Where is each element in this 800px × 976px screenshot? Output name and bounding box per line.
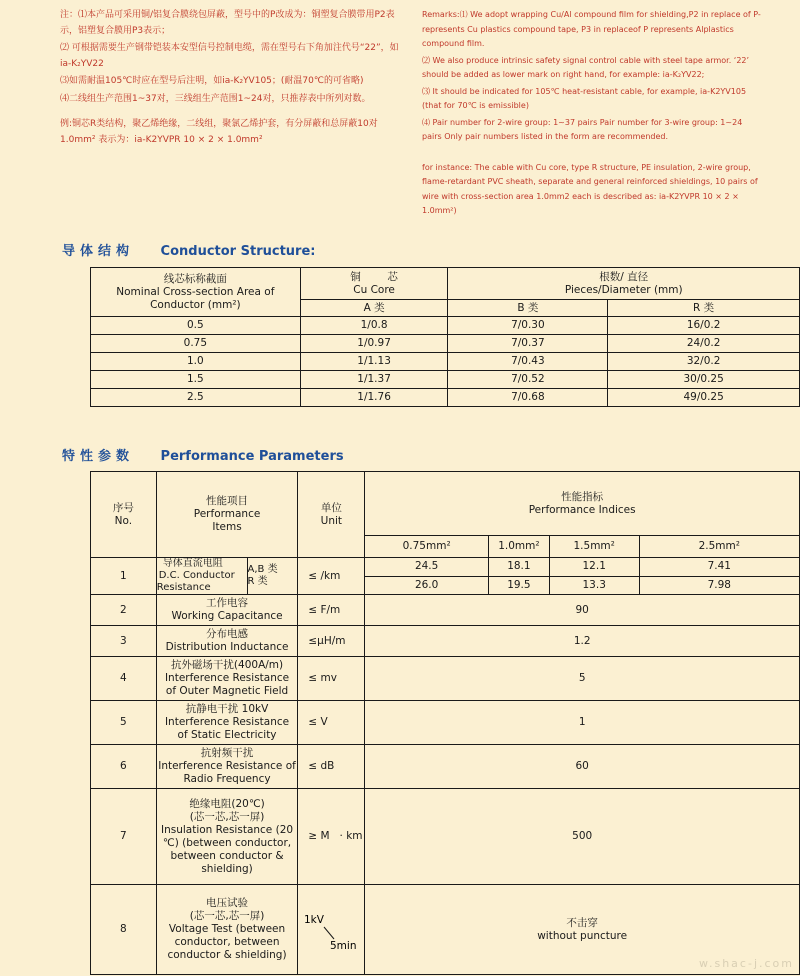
perf-val: 500 bbox=[365, 789, 800, 885]
cond-b: 7/0.43 bbox=[448, 353, 608, 371]
table-row bbox=[91, 657, 800, 701]
cond-header-nominal-cn: 线芯标称截面 bbox=[163, 272, 227, 285]
perf-no: 5 bbox=[91, 701, 157, 745]
cond-r: 24/0.2 bbox=[608, 335, 800, 353]
table-row bbox=[91, 317, 800, 335]
perf-size-075: 0.75mm² bbox=[365, 536, 489, 558]
perf-item-cn: 分布电感 bbox=[206, 628, 249, 640]
cond-area: 0.5 bbox=[91, 317, 301, 335]
perf-unit: ≤μH/m bbox=[298, 626, 365, 657]
perf-header-unit bbox=[298, 472, 365, 558]
perf-val: 1 bbox=[365, 701, 800, 745]
perf-item-resistance bbox=[156, 558, 247, 595]
note-cn-3: ⑶如需耐温105℃时应在型号后注明，如ia-K₂YV105；(耐温70℃的可省略) bbox=[60, 76, 364, 86]
cond-b: 7/0.52 bbox=[448, 371, 608, 389]
perf-item-en1: Distribution Inductance bbox=[165, 641, 289, 653]
perf-val: 24.5 bbox=[365, 558, 489, 577]
cond-header-nominal-en1: Nominal Cross-section Area of bbox=[116, 285, 275, 298]
perf-header-indices-en: Performance Indices bbox=[528, 503, 636, 516]
perf-item-cn: 抗外磁场干扰(400A/m) bbox=[170, 659, 284, 671]
perf-unit: ≤ mv bbox=[298, 657, 365, 701]
perf-item-cn: 抗静电干扰 10kV bbox=[185, 703, 269, 715]
table-row bbox=[91, 558, 800, 577]
cond-header-cu-en: Cu Core bbox=[353, 283, 395, 296]
perf-unit-voltage bbox=[298, 885, 365, 975]
cond-header-b: B 类 bbox=[448, 300, 608, 317]
perf-header-indices-cn: 性能指标 bbox=[561, 490, 604, 503]
perf-item-cn: 导体直流电阻 bbox=[162, 558, 223, 569]
perf-item-en1: Interference Resistance bbox=[164, 672, 290, 684]
perf-item-en2: ℃) (between conductor, bbox=[162, 836, 292, 849]
fraction-slash bbox=[298, 905, 364, 955]
note-en-3: ⑶ It should be indicated for 105℃ heat-resistant cable, for example, ia-K2YV105 (that for 70℃ is emissible) bbox=[422, 86, 747, 110]
perf-class-ab: A,B 类 bbox=[247, 564, 278, 575]
perf-item-cn2: (芯一芯,芯一屏) bbox=[189, 810, 265, 823]
perf-item-cn: 工作电容 bbox=[206, 597, 249, 609]
perf-item bbox=[156, 745, 298, 789]
conductor-title-cn: 导体结构 bbox=[62, 244, 135, 259]
cond-header-roots-cn: 根数/ 直径 bbox=[599, 270, 649, 283]
perf-val: 60 bbox=[365, 745, 800, 789]
perf-item-cn1: 绝缘电阻(20℃) bbox=[189, 797, 265, 810]
table-row bbox=[91, 335, 800, 353]
perf-val-cn: 不击穿 bbox=[566, 916, 598, 929]
perf-unit: ≤ F/m bbox=[298, 595, 365, 626]
note-en-1: Remarks:⑴ We adopt wrapping Cu/Al compound film for shielding,P2 in replace of P- represents Cu plastics compound tape, P3 in replaceof P represents Alplastics compound film. bbox=[422, 10, 761, 48]
cond-b: 7/0.30 bbox=[448, 317, 608, 335]
unit-min: 5min bbox=[330, 939, 357, 952]
perf-item-cn: 抗射频干扰 bbox=[200, 747, 254, 759]
perf-item bbox=[156, 595, 298, 626]
perf-header-unit-cn: 单位 bbox=[320, 501, 342, 514]
perf-item-en3: between conductor & bbox=[170, 849, 284, 862]
cond-a: 1/1.37 bbox=[300, 371, 448, 389]
perf-item-cn1: 电压试验 bbox=[206, 897, 249, 909]
perf-val: 1.2 bbox=[365, 626, 800, 657]
perf-item bbox=[156, 701, 298, 745]
perf-size-25: 2.5mm² bbox=[639, 536, 799, 558]
note-cn-example: 例:铜芯R类结构，聚乙烯绝缘，二线组，聚氯乙烯护套，有分屏蔽和总屏蔽10对1.0mm² 表示为：ia-K2YVPR 10 × 2 × 1.0mm² bbox=[60, 119, 378, 145]
perf-no: 2 bbox=[91, 595, 157, 626]
cond-area: 1.5 bbox=[91, 371, 301, 389]
slash-line bbox=[324, 927, 334, 939]
conductor-table bbox=[90, 267, 800, 407]
perf-no: 4 bbox=[91, 657, 157, 701]
cond-a: 1/0.97 bbox=[300, 335, 448, 353]
perf-header-unit-en: Unit bbox=[320, 514, 343, 527]
perf-val: 7.41 bbox=[639, 558, 799, 577]
perf-item bbox=[156, 626, 298, 657]
cond-area: 1.0 bbox=[91, 353, 301, 371]
note-cn-2: ⑵ 可根据需要生产钢带铠装本安型信号控制电缆，需在型号右下角加注代号“22”，如ia-K₂YV22 bbox=[60, 43, 399, 69]
cond-header-roots bbox=[448, 268, 800, 300]
perf-item-en2: conductor, between bbox=[174, 936, 280, 948]
perf-val: 90 bbox=[365, 595, 800, 626]
cond-header-nominal bbox=[91, 268, 301, 317]
perf-val: 5 bbox=[365, 657, 800, 701]
perf-val: 19.5 bbox=[488, 576, 549, 595]
perf-class-r: R 类 bbox=[247, 576, 268, 587]
perf-unit: ≤ V bbox=[298, 701, 365, 745]
cond-a: 1/1.76 bbox=[300, 389, 448, 407]
performance-section-title bbox=[62, 445, 344, 464]
perf-no: 1 bbox=[91, 558, 157, 595]
perf-header-no bbox=[91, 472, 157, 558]
cond-a: 1/0.8 bbox=[300, 317, 448, 335]
table-row bbox=[91, 595, 800, 626]
note-cn-4: ⑷二线组生产范围1~37对，三线组生产范围1~24对，只推荐表中所列对数。 bbox=[60, 93, 371, 104]
cond-r: 30/0.25 bbox=[608, 371, 800, 389]
table-row bbox=[91, 885, 800, 975]
perf-unit: ≤ /km bbox=[298, 558, 365, 595]
table-row bbox=[91, 371, 800, 389]
notes-english bbox=[422, 8, 762, 221]
perf-no: 6 bbox=[91, 745, 157, 789]
cond-header-cu-cn: 铜 芯 bbox=[350, 270, 398, 283]
note-en-2: ⑵ We also produce intrinsic safety signal control cable with steel tape armor. ‘22’ should be added as lower mark on right hand, for example: ia-K₂YV22; bbox=[422, 55, 750, 79]
perf-item-cn2: (芯一芯,芯一屏) bbox=[189, 910, 265, 922]
note-en-4: ⑷ Pair number for 2-wire group: 1~37 pairs Pair number for 3-wire group: 1~24 pairs Only pair numbers listed in the form are recommended. bbox=[422, 117, 743, 141]
perf-unit: ≤ dB bbox=[298, 745, 365, 789]
perf-header-item-en2: Items bbox=[212, 521, 242, 533]
cond-r: 16/0.2 bbox=[608, 317, 800, 335]
perf-unit: ≥ M · km bbox=[298, 789, 365, 885]
perf-header-item-cn: 性能项目 bbox=[206, 495, 249, 507]
table-row bbox=[91, 389, 800, 407]
perf-item-en2: Radio Frequency bbox=[183, 773, 271, 785]
perf-item-en1: D.C. Conductor bbox=[158, 570, 235, 581]
perf-item-classes bbox=[247, 558, 298, 595]
note-en-example: for instance: The cable with Cu core, type R structure, PE insulation, 2-wire group, flame-retardant PVC sheath, separate and general reinforced shieldings, 10 pairs of wire with cross-section area 1.0mm2 each is described as: ia-K2YVPR 10 × 2 × 1.0mm²) bbox=[422, 162, 758, 215]
conductor-section-title bbox=[62, 240, 315, 259]
perf-val: 12.1 bbox=[549, 558, 639, 577]
watermark: w.shac-j.com bbox=[699, 957, 794, 970]
perf-header-no-en: No. bbox=[114, 514, 133, 527]
cond-area: 0.75 bbox=[91, 335, 301, 353]
cond-b: 7/0.68 bbox=[448, 389, 608, 407]
perf-item-en2: Resistance bbox=[156, 582, 211, 593]
perf-val-en: without puncture bbox=[537, 929, 628, 942]
table-row bbox=[91, 745, 800, 789]
perf-header-indices bbox=[365, 472, 800, 536]
performance-title-cn: 特性参数 bbox=[62, 449, 135, 464]
perf-val: 7.98 bbox=[639, 576, 799, 595]
perf-item-en1: Working Capacitance bbox=[171, 610, 283, 622]
perf-val: 18.1 bbox=[488, 558, 549, 577]
cond-area: 2.5 bbox=[91, 389, 301, 407]
perf-item-en2: of Outer Magnetic Field bbox=[165, 685, 289, 697]
perf-item bbox=[156, 885, 298, 975]
cond-a: 1/1.13 bbox=[300, 353, 448, 371]
perf-header-item bbox=[156, 472, 298, 558]
perf-val: 13.3 bbox=[549, 576, 639, 595]
cond-r: 32/0.2 bbox=[608, 353, 800, 371]
unit-kv: 1kV bbox=[304, 913, 325, 926]
perf-no: 7 bbox=[91, 789, 157, 885]
perf-no: 3 bbox=[91, 626, 157, 657]
cond-b: 7/0.37 bbox=[448, 335, 608, 353]
cond-header-roots-en: Pieces/Diameter (mm) bbox=[564, 283, 683, 296]
perf-item-en1: Interference Resistance bbox=[164, 716, 290, 728]
perf-item-en3: conductor & shielding) bbox=[167, 949, 287, 961]
table-row bbox=[91, 353, 800, 371]
perf-item bbox=[156, 789, 298, 885]
perf-val: 26.0 bbox=[365, 576, 489, 595]
note-cn-1: 注：⑴本产品可采用铜/铝复合膜绕包屏蔽，型号中的P改成为：铜塑复合膜带用P2表示，铝塑复合膜用P3表示； bbox=[60, 10, 395, 36]
perf-no: 8 bbox=[91, 885, 157, 975]
conductor-title-en: Conductor Structure: bbox=[160, 244, 316, 259]
table-row bbox=[91, 701, 800, 745]
perf-item bbox=[156, 657, 298, 701]
perf-header-no-cn: 序号 bbox=[112, 501, 134, 514]
perf-item-en1: Insulation Resistance (20 bbox=[161, 823, 294, 836]
cond-header-r: R 类 bbox=[608, 300, 800, 317]
performance-title-en: Performance Parameters bbox=[160, 449, 344, 464]
perf-item-en4: shielding) bbox=[201, 862, 253, 875]
cond-r: 49/0.25 bbox=[608, 389, 800, 407]
perf-size-10: 1.0mm² bbox=[488, 536, 549, 558]
cond-header-a: A 类 bbox=[300, 300, 448, 317]
table-row bbox=[91, 626, 800, 657]
perf-item-en1: Interference Resistance of bbox=[158, 760, 296, 772]
perf-header-item-en1: Performance bbox=[193, 508, 261, 520]
cond-header-nominal-en2: Conductor (mm²) bbox=[150, 298, 241, 311]
perf-item-en1: Voltage Test (between bbox=[168, 923, 286, 935]
notes-chinese bbox=[60, 8, 400, 150]
table-row bbox=[91, 789, 800, 885]
cond-header-cu bbox=[300, 268, 448, 300]
perf-size-15: 1.5mm² bbox=[549, 536, 639, 558]
perf-item-en2: of Static Electricity bbox=[177, 729, 277, 741]
performance-table bbox=[90, 471, 800, 975]
